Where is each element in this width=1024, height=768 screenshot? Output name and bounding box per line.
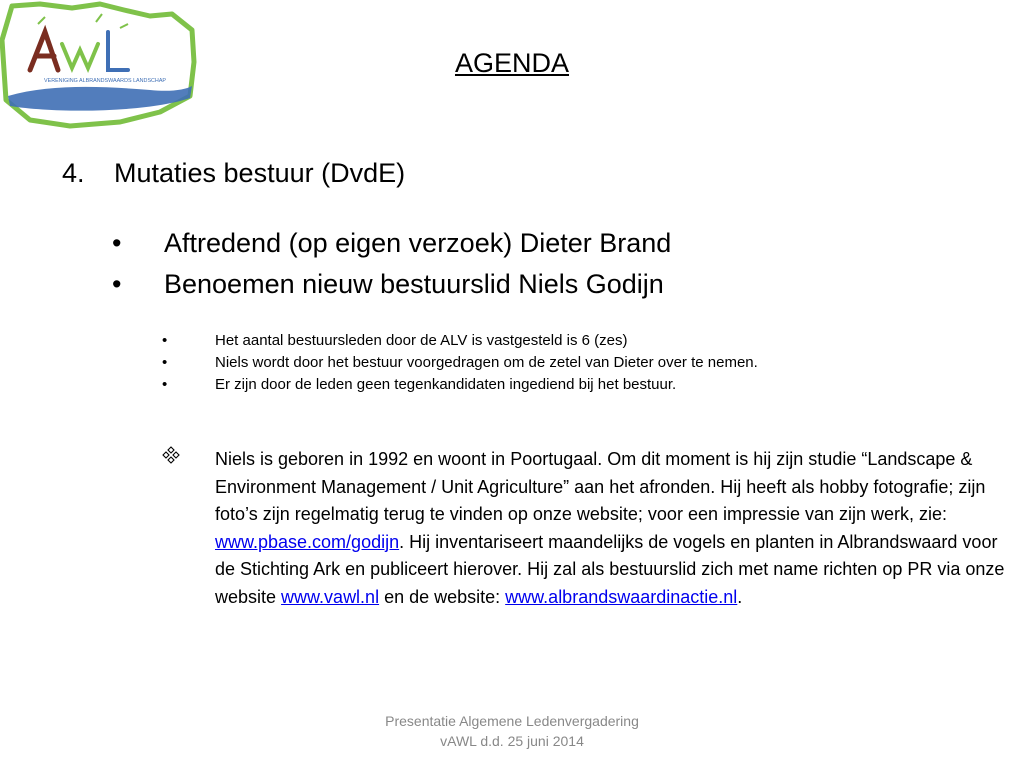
four-diamond-icon — [162, 446, 180, 464]
agenda-item-text: Mutaties bestuur (DvdE) — [114, 158, 406, 188]
agenda-item-number: 4. — [62, 158, 85, 188]
bio-text-part: Niels is geboren in 1992 en woont in Poortugaal. Om dit moment is hij zijn studie “Landscape & Environment Management / Unit Agriculture” aan het afronden. Hij heeft als hobby fotografie; zijn foto’s zijn regelmatig terug te vinden op onze website; voor een impressie van zijn werk, zie: — [215, 449, 986, 524]
bio-text-part: . — [737, 586, 743, 607]
list-item-text: Niels wordt door het bestuur voorgedragen om de zetel van Dieter over te nemen. — [215, 354, 758, 371]
bullet-icon: • — [112, 228, 122, 258]
list-item-text: Benoemen nieuw bestuurslid Niels Godijn — [164, 269, 664, 299]
pbase-link[interactable]: www.pbase.com/godijn — [215, 531, 400, 552]
bullet-icon: • — [162, 354, 168, 371]
bullet-icon: • — [112, 269, 122, 299]
slide-title: AGENDA — [454, 48, 570, 78]
logo-subtext: VERENIGING ALBRANDSWAARDS LANDSCHAP — [44, 78, 167, 84]
bio-text — [215, 446, 1015, 611]
albrandswaardinactie-link[interactable]: www.albrandswaardinactie.nl — [505, 586, 738, 607]
list-item-text: Aftredend (op eigen verzoek) Dieter Brand — [164, 228, 672, 258]
list-item-text: Er zijn door de leden geen tegenkandidaten ingediend bij het bestuur. — [215, 376, 677, 393]
footer-line: vAWL d.d. 25 juni 2014 — [440, 733, 584, 749]
vawl-link[interactable]: www.vawl.nl — [281, 586, 380, 607]
slide-footer — [0, 711, 1024, 751]
footer-line: Presentatie Algemene Ledenvergadering — [385, 713, 639, 729]
bio-text-part: . Hij inventariseert maandelijks de vogels en planten in Albrandswaard voor de Stichting Ark en publiceert hierover. Hij zal als bestuurslid zich met name richten op PR via onze website — [215, 531, 1005, 607]
list-item-text: Het aantal bestuursleden door de ALV is vastgesteld is 6 (zes) — [215, 332, 628, 349]
bullet-icon: • — [162, 376, 168, 393]
bio-text-part: en de website: — [379, 586, 506, 607]
bullet-icon: • — [162, 332, 168, 349]
